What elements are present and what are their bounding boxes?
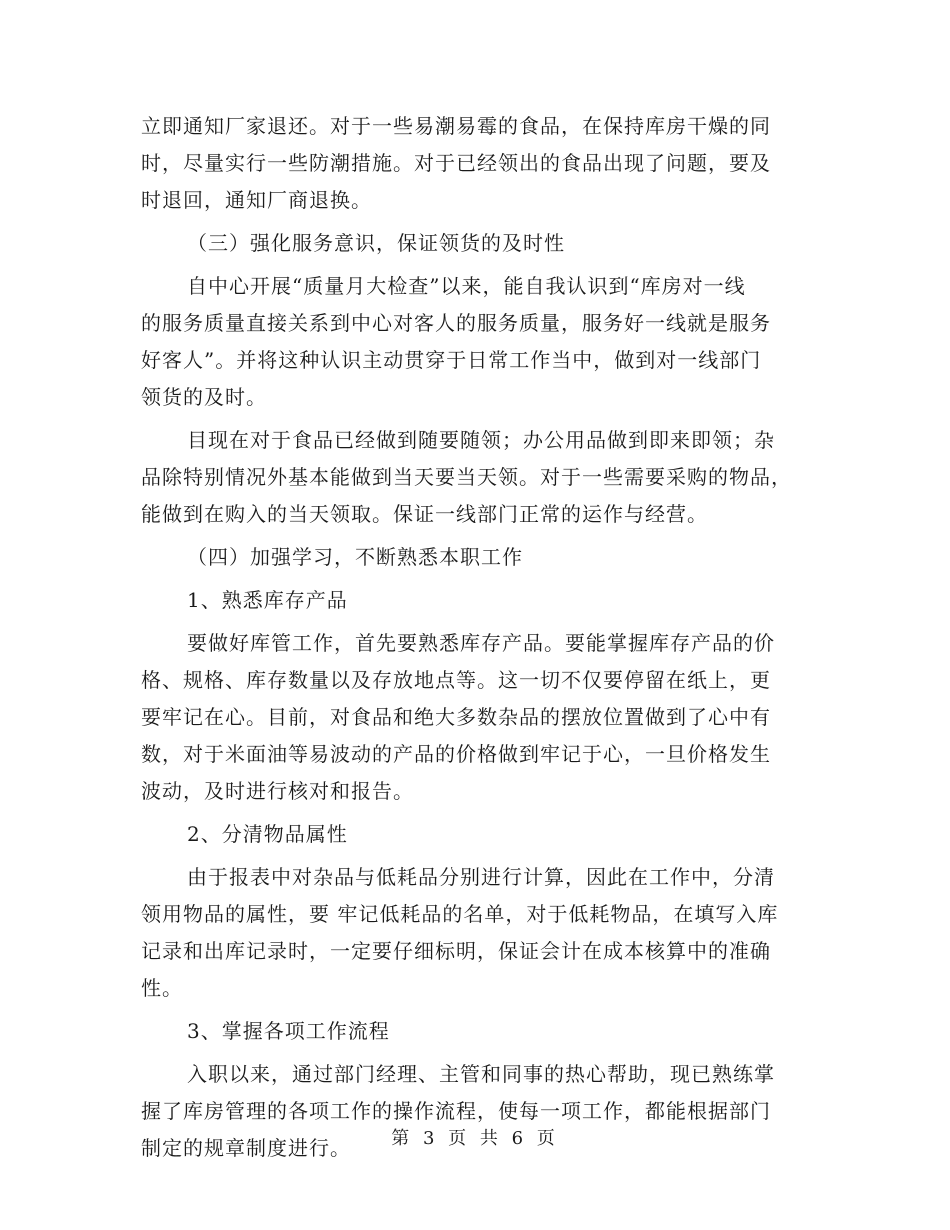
- paragraph-line: 目现在对于食品已经做到随要随领；办公用品做到即来即领；杂: [187, 428, 775, 452]
- paragraph: [141, 1056, 811, 1167]
- paragraph: [141, 816, 811, 853]
- paragraph-line: 由于报表中对杂品与低耗品分别进行计算，因此在工作中，分清: [187, 865, 775, 889]
- paragraph-line: 时，尽量实行一些防潮措施。对于已经领出的食品出现了问题，要及: [141, 151, 771, 175]
- paragraph: [141, 422, 811, 533]
- paragraph-line: 领货的及时。: [141, 385, 267, 409]
- paragraph: [141, 108, 811, 219]
- paragraph: [141, 539, 811, 576]
- paragraph-line: 记录和出库记录时，一定要仔细标明，保证会计在成本核算中的准确: [141, 939, 771, 963]
- paragraph-line: 能做到在购入的当天领取。保证一线部门正常的运作与经营。: [141, 502, 708, 526]
- paragraph-line: 1、熟悉库存产品: [187, 588, 348, 612]
- paragraph-line: （四）加强学习，不断熟悉本职工作: [187, 545, 523, 569]
- document-body: [141, 108, 811, 1167]
- paragraph-line: 性。: [141, 976, 183, 1000]
- paragraph-line: 品除特别情况外基本能做到当天要当天领。对于一些需要采购的物品，: [141, 465, 792, 489]
- paragraph-line: 入职以来，通过部门经理、主管和同事的热心帮助，现已熟练掌: [187, 1062, 775, 1086]
- paragraph: [141, 225, 811, 262]
- paragraph: [141, 859, 811, 1007]
- paragraph-line: 的服务质量直接关系到中心对客人的服务质量，服务好一线就是服务: [141, 311, 771, 335]
- paragraph: [141, 625, 811, 810]
- paragraph-line: 制定的规章制度进行。: [141, 1136, 351, 1160]
- paragraph: [141, 582, 811, 619]
- page-footer: 第 3 页 共 6 页: [391, 1128, 559, 1149]
- paragraph-line: 格、规格、库存数量以及存放地点等。这一切不仅要停留在纸上，更: [141, 668, 771, 692]
- paragraph-line: 立即通知厂家退还。对于一些易潮易霉的食品，在保持库房干燥的同: [141, 114, 771, 138]
- paragraph-line: （三）强化服务意识，保证领货的及时性: [187, 231, 565, 255]
- paragraph-line: 领用物品的属性，要 牢记低耗品的名单，对于低耗物品，在填写入库: [141, 902, 779, 926]
- paragraph-line: 握了库房管理的各项工作的操作流程，使每一项工作，都能根据部门: [141, 1099, 771, 1123]
- paragraph-line: 自中心开展“质量月大检查”以来，能自我认识到“库房对一线: [187, 274, 746, 298]
- paragraph-line: 要做好库管工作，首先要熟悉库存产品。要能掌握库存产品的价: [187, 631, 775, 655]
- paragraph-line: 要牢记在心。目前，对食品和绝大多数杂品的摆放位置做到了心中有: [141, 705, 771, 729]
- paragraph-line: 时退回，通知厂商退换。: [141, 188, 372, 212]
- paragraph: [141, 268, 811, 416]
- paragraph-line: 2、分清物品属性: [187, 822, 348, 846]
- paragraph: [141, 1013, 811, 1050]
- paragraph-line: 波动，及时进行核对和报告。: [141, 779, 414, 803]
- paragraph-line: 好客人”。并将这种认识主动贯穿于日常工作当中，做到对一线部门: [141, 348, 762, 372]
- paragraph-line: 3、掌握各项工作流程: [187, 1019, 390, 1043]
- paragraph-line: 数，对于米面油等易波动的产品的价格做到牢记于心，一旦价格发生: [141, 742, 771, 766]
